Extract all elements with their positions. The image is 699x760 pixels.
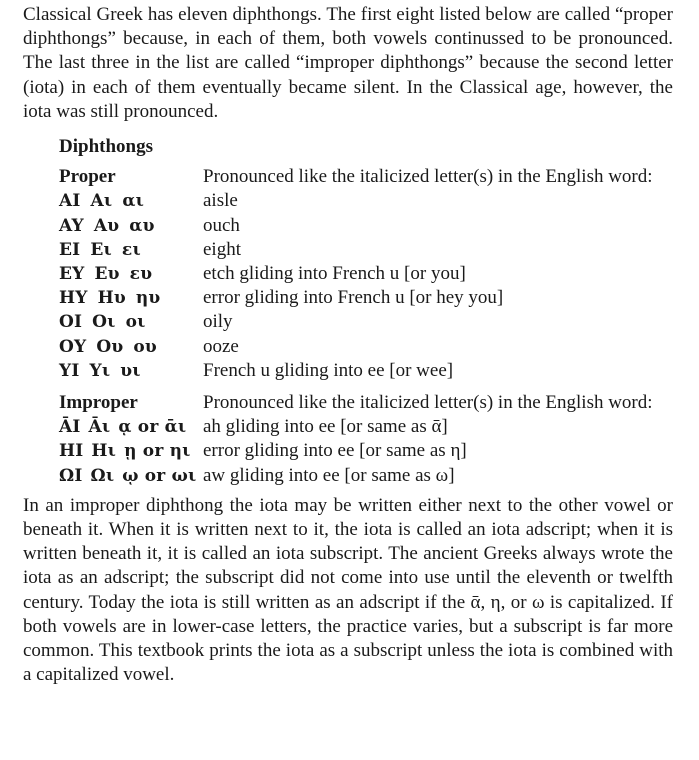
mixedcase-form: Eι [90,239,112,260]
mixedcase-form: Yι [89,360,111,381]
improper-rows [59,415,673,488]
closing-paragraph: In an improper diphthong the iota may be written either next to the other vowel or beneath it. When it is written next to it, the iota is called an iota adscript; when it is written beneath it, it is called an iota subscript. The ancient Greeks always wrote the iota as an adscript; the subscript did not come into use until the eleventh or twelfth century. Today the iota is still written as an adscript if the ᾱ, η, or ω is capitalized. If both vowels are in lower-case letters, the practice varies, but a subscript is far more common. This textbook prints the iota as a subscript unless the iota is combined with a capitalized vowel. [23,494,673,686]
proper-rows [59,189,673,383]
pronunciation-example: ah gliding into ee [or same as ᾱ] [203,416,448,438]
pronunciation-example: ouch [203,214,240,236]
pronunciation-example: eight [203,238,241,260]
diphthong-table [23,135,673,488]
lowercase-form: αι [122,191,145,212]
lowercase-form: ου [133,336,157,357]
uppercase-form: OY [59,336,87,357]
mixedcase-form: Āι [88,417,111,438]
pronunciation-example: aisle [203,190,238,212]
uppercase-form: ΩI [59,465,83,486]
improper-header-row [59,391,673,415]
uppercase-form: AI [59,191,81,212]
improper-description: Pronounced like the italicized letter(s) in the English word: [203,392,653,414]
diphthong-row [59,464,673,488]
diphthong-forms [59,439,203,463]
diphthong-forms [59,415,203,439]
proper-description: Pronounced like the italicized letter(s) in the English word: [203,166,653,188]
lowercase-form: οι [125,312,146,333]
mixedcase-form: Eυ [94,264,120,285]
pronunciation-example: oily [203,311,233,333]
pronunciation-example: French u gliding into ee [or wee] [203,359,454,381]
diphthong-row [59,335,673,359]
uppercase-form: EI [59,239,81,260]
intro-paragraph: Classical Greek has eleven diphthongs. The first eight listed below are called “proper diphthongs” because, in each of them, both vowels continussed to be pronounced. The last three in the list are called “improper diphthongs” because the second letter (iota) in each of them eventually became silent. In the Classical age, however, the iota was still pronounced. [23,4,673,122]
diphthong-row [59,214,673,238]
pronunciation-example: etch gliding into French u [or you] [203,263,466,285]
diphthong-forms [59,335,203,359]
lowercase-form: ᾳ or ᾱι [118,417,187,438]
mixedcase-form: Ωι [90,465,115,486]
diphthong-row [59,359,673,383]
mixedcase-form: Oι [92,312,116,333]
document-page [23,3,673,687]
diphthong-row [59,415,673,439]
diphthong-forms [59,286,203,310]
mixedcase-form: Hι [91,441,117,462]
improper-heading: Improper [59,392,138,414]
pronunciation-example: aw gliding into ee [or same as ω] [203,464,455,486]
diphthong-row [59,439,673,463]
diphthong-forms [59,238,203,262]
diphthong-forms [59,359,203,383]
diphthong-row [59,238,673,262]
uppercase-form: HY [59,288,88,309]
mixedcase-form: Aι [90,191,113,212]
diphthong-forms [59,310,203,334]
mixedcase-form: Aυ [93,215,120,236]
pronunciation-example: error gliding into ee [or same as η] [203,440,467,462]
lowercase-form: ει [121,239,141,260]
pronunciation-example: error gliding into French u [or hey you] [203,287,504,309]
uppercase-form: HI [59,441,84,462]
diphthong-forms [59,464,203,488]
proper-heading: Proper [59,166,116,188]
diphthong-row [59,189,673,213]
diphthong-row [59,310,673,334]
mixedcase-form: Oυ [96,336,124,357]
diphthong-forms [59,189,203,213]
uppercase-form: ĀI [59,417,81,438]
table-title: Diphthongs [59,136,153,158]
diphthong-row [59,286,673,310]
uppercase-form: YI [59,360,80,381]
proper-header-row [59,165,673,189]
lowercase-form: ῃ or ηι [124,441,191,462]
mixedcase-form: Hυ [97,288,126,309]
lowercase-form: υι [120,360,141,381]
uppercase-form: OI [59,312,83,333]
uppercase-form: EY [59,264,85,285]
diphthong-forms [59,262,203,286]
lowercase-form: ευ [129,264,153,285]
pronunciation-example: ooze [203,335,239,357]
uppercase-form: AY [59,215,84,236]
lowercase-form: αυ [129,215,155,236]
diphthong-forms [59,214,203,238]
lowercase-form: ηυ [135,288,161,309]
lowercase-form: ῳ or ωι [122,465,197,486]
diphthong-row [59,262,673,286]
